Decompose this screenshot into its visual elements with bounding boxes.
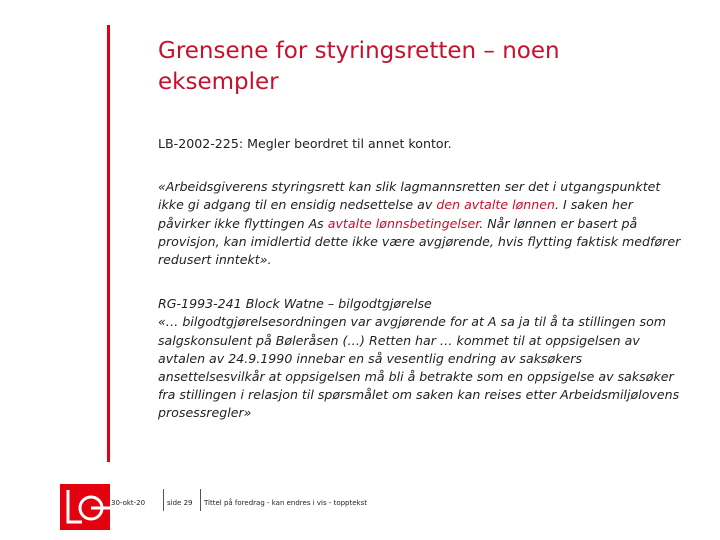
footer-page-number: side 29: [167, 499, 193, 507]
case2-quote: «… bilgodtgjørelsesordningen var avgjørende for at A sa ja til å ta stillingen som salgskonsulent på Bøleråsen (…) Retten har … kommet til at oppsigelsen av avtalen av 24.9.1990 innebar en så vesentlig endring av saksøkers ansettelsesvilkår at oppsigelsen må bli å betrakte som en oppsigelse av saksøker fra stillingen i relasjon til spørsmålet om saken kan reises etter Arbeidsmiljølovens prosessregler»: [158, 314, 680, 421]
slide-footer: [0, 478, 720, 540]
case2-heading: RG-1993-241 Block Watne – bilgodtgjørelse: [158, 296, 432, 312]
slide-content: [158, 135, 688, 423]
case1-quote: [158, 178, 688, 269]
footer-separator: [200, 489, 201, 511]
slide-title: Grensene for styringsretten – noen eksempler: [158, 38, 560, 95]
footer-presentation-title: Tittel på foredrag - kan endres i vis - topptekst: [204, 499, 367, 507]
quote1-highlight-1: den avtalte lønnen: [436, 197, 555, 213]
quote1-text-1: «Arbeidsgiverens styringsrett kan slik lagmannsretten ser det i utgangspunktet ikke gi adgang til en ensidig nedsettelse av: [158, 179, 661, 213]
quote1-text-2: . I saken her påvirker ikke flyttingen As: [158, 197, 633, 231]
footer-separator: [163, 489, 164, 511]
accent-vertical-line: [107, 25, 110, 462]
lo-logo-icon: [60, 484, 110, 530]
quote1-highlight-2: avtalte lønnsbetingelser: [327, 215, 480, 231]
quote1-text-3: . Når lønnen er basert på provisjon, kan imidlertid dette ikke være avgjørende, hvis flytting faktisk medfører redusert inntekt».: [158, 215, 681, 268]
footer-date: 30-okt-20: [111, 499, 146, 507]
case1-heading: LB-2002-225: Megler beordret til annet kontor.: [158, 136, 452, 151]
